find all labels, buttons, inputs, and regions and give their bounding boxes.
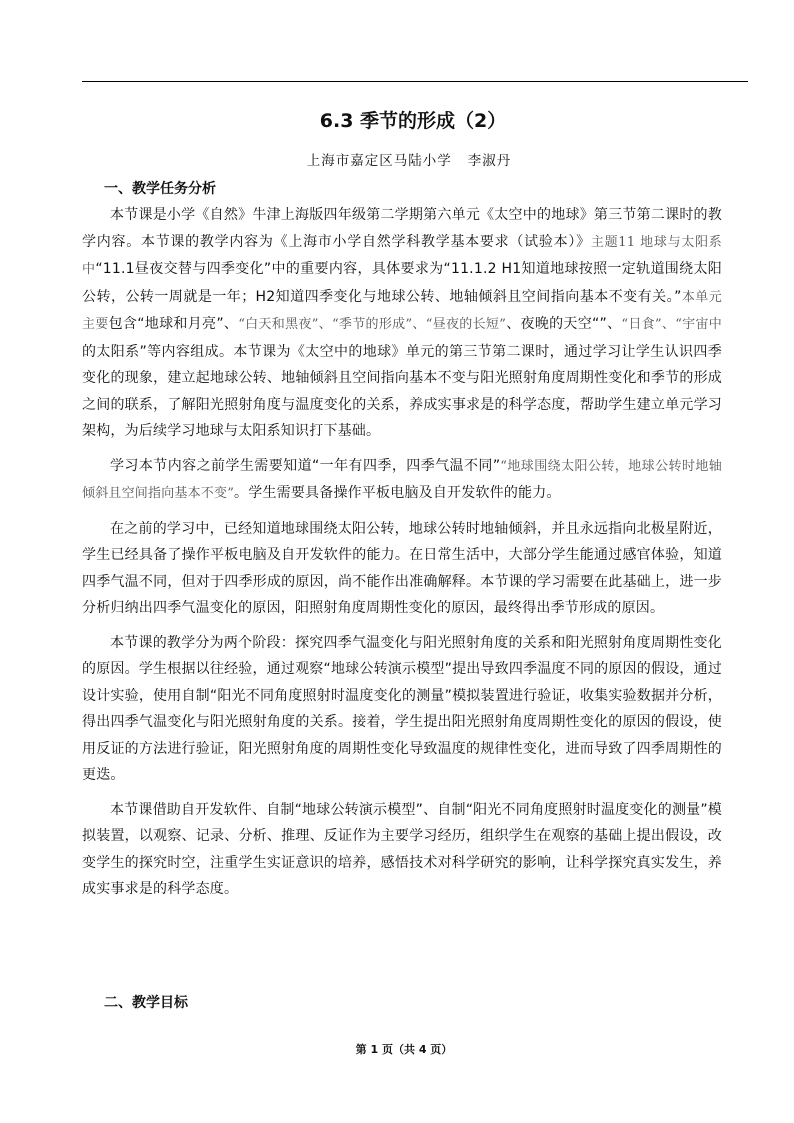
p1-text-e: 包含“地球和月亮”、: [108, 316, 239, 332]
author-line: [0, 149, 794, 169]
author-school: 上海市嘉定区马陆小学: [306, 153, 452, 169]
p1-text-c: “11.1昼夜交替与四季变化”中的重要内容，具体要求为“11.1.2 H1知道地球按照一定轨道围绕太阳公转，公转一周就是一年；H2知道四季变化与地球公转、地轴倾斜且空间指向基本不变有关。”: [82, 261, 723, 305]
header-rule: [82, 81, 748, 82]
paragraph-3: 在之前的学习中，已经知道地球围绕太阳公转，地球公转时地轴倾斜，并且永远指向北极星附近，学生已经具备了操作平板电脑及自开发软件的能力。在日常生活中，大部分学生能通过感官体验，知道四季气温不同，但对于四季形成的原因，尚不能作出准确解释。本节课的学习需要在此基础上，进一步分析归纳出四季气温变化的原因，阳照射角度周期性变化的原因，最终得出季节形成的原因。: [82, 520, 722, 616]
paragraph-2: [82, 453, 722, 508]
p1-text-f: “白天和黑夜”、“季节的形成”、“昼夜的长短”: [238, 317, 507, 332]
p1-text-h: “日食”、“宇宙中: [621, 317, 722, 332]
author-name: 李淑丹: [467, 153, 512, 169]
section-heading-task-analysis: 一、教学任务分析: [104, 181, 216, 197]
p1-text-g: 、夜晚的天空“”、: [506, 316, 622, 332]
paragraph-1: [82, 202, 722, 445]
p1-text-i: 的太阳系”等内容组成。本节课为《太空中的地球》单元的第三节第二课时，通过学习让学生认识四季变化的现象，建立起地球公转、地轴倾斜且空间指向基本不变与阳光照射角度周期性变化和季节的形成之间的联系，了解阳光照射角度与温度变化的关系，养成实事求是的科学态度，帮助学生建立单元学习架构，为后续学习地球与太阳系知识打下基础。: [82, 343, 722, 439]
paragraph-5: 本节课借助自开发软件、自制“地球公转演示模型”、自制“阳光不同角度照射时温度变化的测量”模拟装置，以观察、记录、分析、推理、反证作为主要学习经历，组织学生在观察的基础上提出假设，改变学生的探究时空，注重学生实证意识的培养，感悟技术对科学研究的影响，让科学探究真实发生，养成实事求是的科学态度。: [82, 801, 723, 897]
p1-text-d: 本单元主要: [82, 289, 722, 332]
p1-text-b: 主题11 地球与太阳系中: [82, 234, 723, 277]
p2-text-c: 。学生需要具备操作平板电脑及自开发软件的能力。: [234, 485, 561, 501]
page-title: 6.3 季节的形成（2）: [319, 110, 507, 132]
section-heading-teaching-goals: 二、教学目标: [104, 995, 188, 1011]
p2-text-b: “地球围绕太阳公转，地球公转时地轴倾斜且空间指向基本不变”: [82, 458, 723, 501]
p2-text-a: 学习本节内容之前学生需要知道“一年有四季，四季气温不同”: [110, 457, 501, 474]
paragraph-4: 本节课的教学分为两个阶段：探究四季气温变化与阳光照射角度的关系和阳光照射角度周期性变化的原因。学生根据以往经验，通过观察“地球公转演示模型”提出导致四季温度不同的原因的假设，通过设计实验，使用自制“阳光不同角度照射时温度变化的测量”模拟装置进行验证，收集实验数据并分析，得出四季气温变化与阳光照射角度的关系。接着，学生提出阳光照射角度周期性变化的原因的假设，使用反证的方法进行验证，阳光照射角度的周期性变化导致温度的规律性变化，进而导致了四季周期性的更迭。: [82, 634, 722, 783]
page-footer: 第 1 页（共 4 页）: [355, 1043, 453, 1056]
body-text: [82, 202, 722, 911]
p1-text-a: 本节课是小学《自然》牛津上海版四年级第二学期第六单元《太空中的地球》第三节第二课时的教学内容。本节课的教学内容为《上海市小学自然学科教学基本要求（试验本）》: [82, 207, 722, 250]
